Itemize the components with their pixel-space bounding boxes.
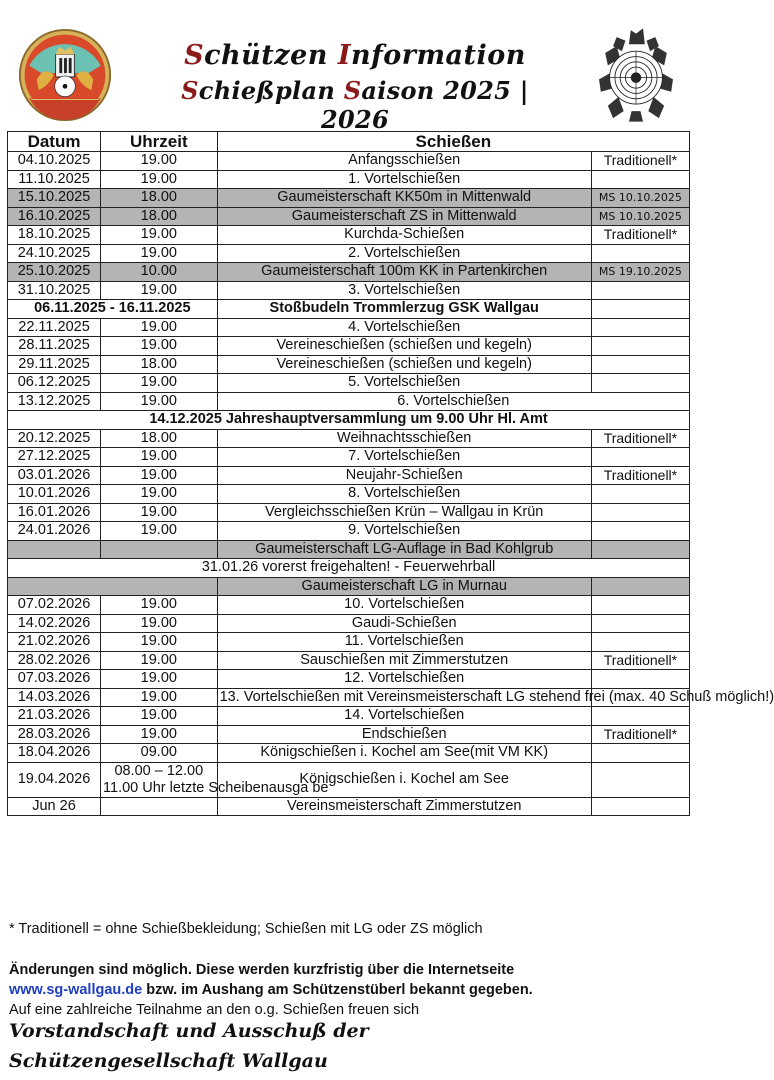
table-row bbox=[8, 577, 690, 596]
cell-note bbox=[591, 577, 689, 596]
cell-time: 19.00 bbox=[101, 448, 218, 467]
cell-event: 1. Vortelschießen bbox=[217, 170, 591, 189]
cell-note bbox=[591, 485, 689, 504]
cell-date: 14.03.2026 bbox=[8, 688, 101, 707]
cell-note bbox=[591, 337, 689, 356]
cell-note bbox=[591, 355, 689, 374]
notice-line-2: bzw. im Aushang am Schützenstüberl bekannt gegeben. bbox=[142, 982, 533, 998]
cell-note bbox=[591, 670, 689, 689]
cell-time: 19.00 bbox=[101, 651, 218, 670]
cell-time: 19.00 bbox=[101, 392, 218, 411]
cell-note bbox=[591, 300, 689, 319]
cell-time: 18.00 bbox=[101, 189, 218, 208]
cell-time: 19.00 bbox=[101, 707, 218, 726]
table-row bbox=[8, 670, 690, 689]
cell-note bbox=[591, 318, 689, 337]
table-row bbox=[8, 725, 690, 744]
cell-date: 19.04.2026 bbox=[8, 762, 101, 797]
table-row bbox=[8, 263, 690, 282]
cell-time: 18.00 bbox=[101, 429, 218, 448]
cell-event: Gaudi-Schießen bbox=[217, 614, 591, 633]
cell-note bbox=[591, 522, 689, 541]
cell-event: 9. Vortelschießen bbox=[217, 522, 591, 541]
title-initial: S bbox=[184, 40, 205, 71]
cell-event: Vergleichsschießen Krün – Wallgau in Krün bbox=[217, 503, 591, 522]
table-row bbox=[8, 170, 690, 189]
club-crest-logo bbox=[18, 28, 112, 122]
table-row bbox=[8, 244, 690, 263]
cell-time: 19.00 bbox=[101, 688, 218, 707]
cell-time: 10.00 bbox=[101, 263, 218, 282]
cell-event: 4. Vortelschießen bbox=[217, 318, 591, 337]
cell-date bbox=[8, 540, 101, 559]
cell-event: 13. Vortelschießen mit Vereinsmeisterschaft LG stehend frei (max. 40 Schuß möglich!) bbox=[217, 688, 591, 707]
cell-date: 18.10.2025 bbox=[8, 226, 101, 245]
table-row bbox=[8, 633, 690, 652]
table-row bbox=[8, 152, 690, 171]
cell-event: 6. Vortelschießen bbox=[217, 392, 689, 411]
cell-date: 10.01.2026 bbox=[8, 485, 101, 504]
cell-event: 3. Vortelschießen bbox=[217, 281, 591, 300]
table-row bbox=[8, 522, 690, 541]
cell-time: 19.00 bbox=[101, 503, 218, 522]
table-row bbox=[8, 540, 690, 559]
table-row bbox=[8, 207, 690, 226]
page-subtitle bbox=[160, 76, 550, 134]
title-text: chützen bbox=[204, 40, 338, 71]
cell-event: Gaumeisterschaft LG in Murnau bbox=[217, 577, 591, 596]
cell-note: Traditionell* bbox=[591, 725, 689, 744]
cell-event: Neujahr-Schießen bbox=[217, 466, 591, 485]
table-row bbox=[8, 503, 690, 522]
cell-note: Traditionell* bbox=[591, 466, 689, 485]
table-header-row bbox=[8, 132, 690, 152]
cell-event: 2. Vortelschießen bbox=[217, 244, 591, 263]
cell-time: 19.00 bbox=[101, 244, 218, 263]
table-row bbox=[8, 411, 690, 430]
cell-date: 21.03.2026 bbox=[8, 707, 101, 726]
cell-note bbox=[591, 596, 689, 615]
cell-empty bbox=[8, 577, 218, 596]
cell-date: 15.10.2025 bbox=[8, 189, 101, 208]
cell-time: 18.00 bbox=[101, 207, 218, 226]
table-row bbox=[8, 392, 690, 411]
subtitle-text: aison 2025 | 2026 bbox=[321, 76, 529, 134]
table-row bbox=[8, 485, 690, 504]
cell-event: Gaumeisterschaft 100m KK in Partenkirchen bbox=[217, 263, 591, 282]
cell-event: Königschießen i. Kochel am See(mit VM KK) bbox=[217, 744, 591, 763]
cell-date: 16.01.2026 bbox=[8, 503, 101, 522]
cell-time: 19.00 bbox=[101, 226, 218, 245]
time-range: 08.00 – 12.00 bbox=[114, 762, 204, 779]
cell-date: Jun 26 bbox=[8, 797, 101, 816]
cell-note bbox=[591, 448, 689, 467]
shooting-target-emblem bbox=[592, 25, 680, 125]
cell-date: 11.10.2025 bbox=[8, 170, 101, 189]
invite-text: Auf eine zahlreiche Teilnahme an den o.g. Schießen freuen sich bbox=[9, 1002, 420, 1018]
table-row bbox=[8, 355, 690, 374]
subtitle-initial: S bbox=[343, 76, 362, 105]
cell-time: 19.00 bbox=[101, 485, 218, 504]
cell-time: 19.00 bbox=[101, 725, 218, 744]
time-note: 11.00 Uhr letzte Scheibenausga be bbox=[103, 779, 329, 796]
column-header-date: Datum bbox=[8, 132, 101, 152]
schedule-table-body bbox=[8, 152, 774, 816]
cell-date: 07.03.2026 bbox=[8, 670, 101, 689]
cell-date: 07.02.2026 bbox=[8, 596, 101, 615]
cell-event: 14. Vortelschießen bbox=[217, 707, 591, 726]
cell-date: 31.10.2025 bbox=[8, 281, 101, 300]
cell-note: Traditionell* bbox=[591, 226, 689, 245]
cell-event: 10. Vortelschießen bbox=[217, 596, 591, 615]
cell-date: 28.11.2025 bbox=[8, 337, 101, 356]
footnote: * Traditionell = ohne Schießbekleidung; Schießen mit LG oder ZS möglich bbox=[9, 921, 483, 937]
cell-date: 25.10.2025 bbox=[8, 263, 101, 282]
cell-event: Stoßbudeln Trommlerzug GSK Wallgau bbox=[217, 300, 591, 319]
cell-note bbox=[591, 614, 689, 633]
cell-date: 29.11.2025 bbox=[8, 355, 101, 374]
table-row bbox=[8, 614, 690, 633]
cell-event: Kurchda-Schießen bbox=[217, 226, 591, 245]
cell-note bbox=[591, 374, 689, 393]
cell-event: Anfangsschießen bbox=[217, 152, 591, 171]
cell-note bbox=[591, 281, 689, 300]
cell-note bbox=[591, 707, 689, 726]
cell-time: 19.00 bbox=[101, 170, 218, 189]
cell-time: 19.00 bbox=[101, 337, 218, 356]
table-row bbox=[8, 797, 690, 816]
table-row bbox=[8, 374, 690, 393]
subtitle-initial: S bbox=[181, 76, 199, 105]
cell-time: 19.00 bbox=[101, 152, 218, 171]
cell-event: 11. Vortelschießen bbox=[217, 633, 591, 652]
cell-date: 21.02.2026 bbox=[8, 633, 101, 652]
table-row bbox=[8, 318, 690, 337]
notice-line-1: Änderungen sind möglich. Diese werden kurzfristig über die Internetseite bbox=[9, 962, 515, 978]
cell-note bbox=[591, 762, 689, 797]
table-row bbox=[8, 466, 690, 485]
cell-event: Vereineschießen (schießen und kegeln) bbox=[217, 355, 591, 374]
cell-date: 16.10.2025 bbox=[8, 207, 101, 226]
table-row bbox=[8, 281, 690, 300]
website-link[interactable]: www.sg-wallgau.de bbox=[9, 982, 143, 998]
cell-date: 13.12.2025 bbox=[8, 392, 101, 411]
cell-event: 12. Vortelschießen bbox=[217, 670, 591, 689]
cell-note: Traditionell* bbox=[591, 152, 689, 171]
table-row bbox=[8, 337, 690, 356]
column-header-time: Uhrzeit bbox=[101, 132, 218, 152]
table-row bbox=[8, 596, 690, 615]
cell-time: 19.00 bbox=[101, 596, 218, 615]
title-initial: I bbox=[337, 40, 351, 71]
cell-date: 18.04.2026 bbox=[8, 744, 101, 763]
table-row bbox=[8, 651, 690, 670]
cell-time: 19.00 bbox=[101, 670, 218, 689]
cell-date-range: 06.11.2025 - 16.11.2025 bbox=[8, 300, 218, 319]
cell-note: Traditionell* bbox=[591, 651, 689, 670]
cell-event: 5. Vortelschießen bbox=[217, 374, 591, 393]
cell-note bbox=[591, 633, 689, 652]
cell-note bbox=[591, 540, 689, 559]
cell-time bbox=[101, 762, 329, 797]
cell-note bbox=[591, 744, 689, 763]
cell-date: 04.10.2025 bbox=[8, 152, 101, 171]
cell-event: Königschießen i. Kochel am See bbox=[217, 762, 591, 797]
table-row bbox=[8, 688, 690, 707]
table-row bbox=[8, 762, 690, 797]
cell-time bbox=[101, 540, 218, 559]
cell-time: 19.00 bbox=[101, 614, 218, 633]
cell-date: 24.10.2025 bbox=[8, 244, 101, 263]
cell-date: 20.12.2025 bbox=[8, 429, 101, 448]
cell-time: 19.00 bbox=[101, 522, 218, 541]
cell-date: 14.02.2026 bbox=[8, 614, 101, 633]
cell-time: 19.00 bbox=[101, 374, 218, 393]
table-row bbox=[8, 226, 690, 245]
cell-time bbox=[101, 797, 218, 816]
table-row bbox=[8, 707, 690, 726]
cell-note: MS 10.10.2025 bbox=[591, 189, 689, 208]
page-header bbox=[0, 0, 703, 134]
cell-event: 7. Vortelschießen bbox=[217, 448, 591, 467]
table-row bbox=[8, 448, 690, 467]
title-text: nformation bbox=[350, 40, 526, 71]
cell-event: Weihnachtsschießen bbox=[217, 429, 591, 448]
cell-note bbox=[591, 503, 689, 522]
cell-announcement: 31.01.26 vorerst freigehalten! - Feuerwehrball bbox=[8, 559, 690, 578]
cell-date: 24.01.2026 bbox=[8, 522, 101, 541]
table-row bbox=[8, 744, 690, 763]
cell-note: MS 10.10.2025 bbox=[591, 207, 689, 226]
table-row bbox=[8, 189, 690, 208]
cell-event: Endschießen bbox=[217, 725, 591, 744]
subtitle-text: chießplan bbox=[198, 76, 344, 105]
cell-announcement: 14.12.2025 Jahreshauptversammlung um 9.00 Uhr Hl. Amt bbox=[8, 411, 690, 430]
cell-date: 06.12.2025 bbox=[8, 374, 101, 393]
table-row bbox=[8, 300, 690, 319]
signature-line-1: Vorstandschaft und Ausschuß der bbox=[9, 1020, 369, 1042]
cell-time: 19.00 bbox=[101, 281, 218, 300]
column-header-event: Schießen bbox=[217, 132, 689, 152]
cell-date: 03.01.2026 bbox=[8, 466, 101, 485]
cell-event: Vereinsmeisterschaft Zimmerstutzen bbox=[217, 797, 591, 816]
notice bbox=[9, 960, 533, 1020]
cell-date: 28.02.2026 bbox=[8, 651, 101, 670]
page-title bbox=[160, 40, 550, 71]
cell-event: Vereineschießen (schießen und kegeln) bbox=[217, 337, 591, 356]
cell-note: Traditionell* bbox=[591, 429, 689, 448]
cell-event: Gaumeisterschaft KK50m in Mittenwald bbox=[217, 189, 591, 208]
cell-date: 28.03.2026 bbox=[8, 725, 101, 744]
cell-note bbox=[591, 244, 689, 263]
cell-event: 8. Vortelschießen bbox=[217, 485, 591, 504]
cell-event: Gaumeisterschaft LG-Auflage in Bad Kohlgrub bbox=[217, 540, 591, 559]
cell-time: 18.00 bbox=[101, 355, 218, 374]
cell-note bbox=[591, 797, 689, 816]
cell-time: 19.00 bbox=[101, 466, 218, 485]
signature-line-2: Schützengesellschaft Wallgau bbox=[9, 1050, 328, 1072]
cell-time: 09.00 bbox=[101, 744, 218, 763]
cell-date: 22.11.2025 bbox=[8, 318, 101, 337]
table-row bbox=[8, 559, 690, 578]
cell-time: 19.00 bbox=[101, 633, 218, 652]
table-row bbox=[8, 429, 690, 448]
cell-event: Sauschießen mit Zimmerstutzen bbox=[217, 651, 591, 670]
schedule-table bbox=[7, 131, 774, 816]
cell-date: 27.12.2025 bbox=[8, 448, 101, 467]
cell-time: 19.00 bbox=[101, 318, 218, 337]
cell-note bbox=[591, 170, 689, 189]
cell-note: MS 19.10.2025 bbox=[591, 263, 689, 282]
cell-event: Gaumeisterschaft ZS in Mittenwald bbox=[217, 207, 591, 226]
